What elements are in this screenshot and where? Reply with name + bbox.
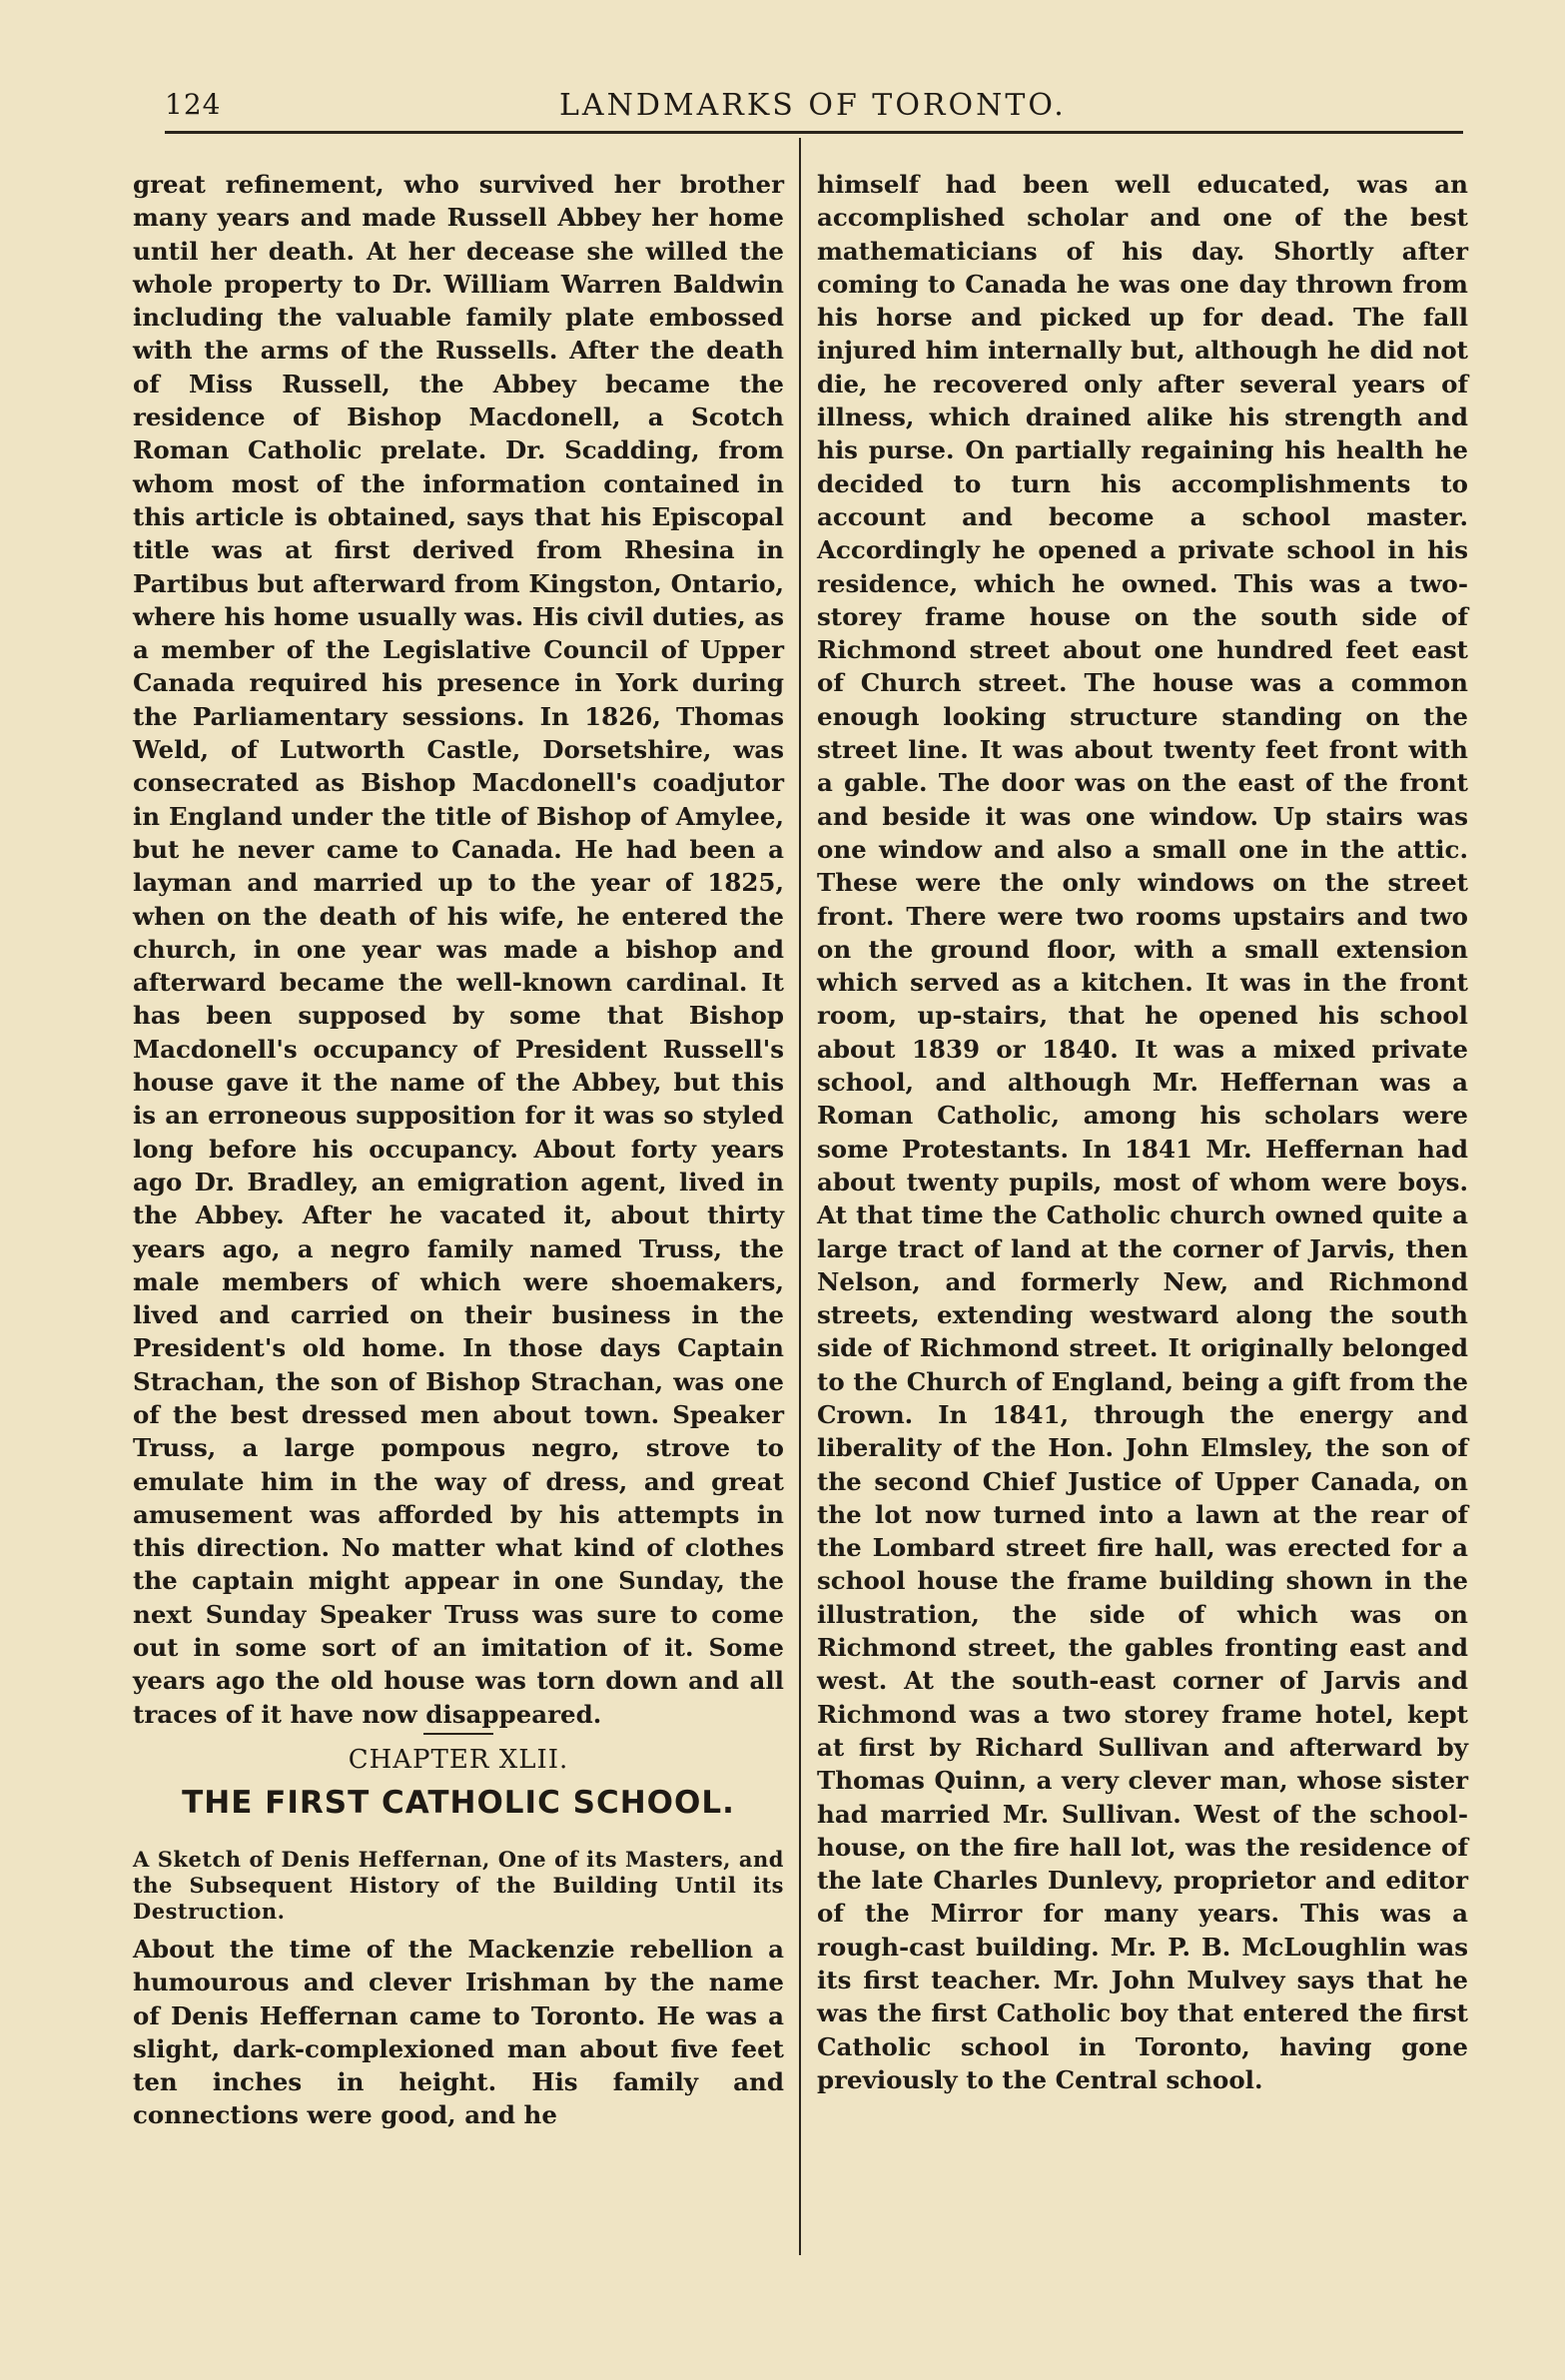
right-paragraph-1: himself had been well educated, was an accomplished scholar and one of the best mathematicians of his day. Shortly after coming to Canada he was one day thrown from his horse and picked up for dead. The fall injured him internally but, although he did not die, he recovered only after several years of illness, which drained alike his strength and his purse. On partially regaining his health he decided to turn his accomplishments to account and become a school master. Accordingly he opened a private school in his residence, which he owned. This was a two-storey frame house on the south side of Richmond street about one hundred feet east of Church street. The house was a common enough looking structure standing on the street line. It was about twenty feet front with a gable. The door was on the east of the front and beside it was one window. Up stairs was one window and also a small one in the attic. These were the only windows on the street front. There were two rooms upstairs and two on the ground floor, with a small extension which served as a kitchen. It was in the front room, up-stairs, that he opened his school about 1839 or 1840. It was a mixed private school, and although Mr. Heffernan was a Roman Catholic, among his scholars were some Protestants. In 1841 Mr. Heffernan had about twenty pupils, most of whom were boys. At that time the Catholic church owned quite a large tract of land at the corner of Jarvis, then Nelson, and formerly New, and Richmond streets, extending westward along the south side of Richmond street. It originally belonged to the Church of England, being a gift from the Crown. In 1841, through the energy and liberality of the Hon. John Elmsley, the son of the second Chief Justice of Upper Canada, on the lot now turned into a lawn at the rear of the Lombard street fire hall, was erected for a school house the frame building shown in the illustration, the side of which was on Richmond street, the gables fronting east and west. At the south-east corner of Jarvis and Richmond was a two storey frame hotel, kept at first by Richard Sullivan and afterward by Thomas Quinn, a very clever man, whose sister had married Mr. Sullivan. West of the school-house, on the fire hall lot, was the residence of the late Charles Dunlevy, proprietor and editor of the Mirror for many years. This was a rough-cast building. Mr. P. B. McLoughlin was its first teacher. Mr. John Mulvey says that he was the first Catholic boy that entered the first Catholic school in Toronto, having gone previously to the Central school.	[817, 170, 1468, 2094]
chapter-title: THE FIRST CATHOLIC SCHOOL.	[182, 1784, 735, 1821]
column-rule	[799, 138, 801, 2255]
chapter-number: CHAPTER XLII.	[348, 1744, 569, 1775]
right-column	[817, 168, 1468, 2096]
running-head	[165, 88, 1463, 128]
left-column	[133, 168, 784, 2132]
left-paragraph-2: About the time of the Mackenzie rebellion a humourous and clever Irishman by the name of Denis Heffernan came to Toronto. He was a slight, dark-complexioned man about five feet ten inches in height. His family and connections were good, and he	[133, 1934, 784, 2130]
section-rule	[423, 1733, 493, 1735]
chapter-subheading: A Sketch of Denis Heffernan, One of its Masters, and the Subsequent History of the Building Until its Destruction.	[133, 1846, 784, 1924]
running-title: LANDMARKS OF TORONTO.	[559, 88, 1067, 123]
header-rule	[165, 131, 1463, 134]
left-paragraph-1: great refinement, who survived her brother many years and made Russell Abbey her home until her death. At her decease she willed the whole property to Dr. William Warren Baldwin including the valuable family plate embossed with the arms of the Russells. After the death of Miss Russell, the Abbey became the residence of Bishop Macdonell, a Scotch Roman Catholic prelate. Dr. Scadding, from whom most of the information contained in this article is obtained, says that his Episcopal title was at first derived from Rhesina in Partibus but afterward from Kingston, Ontario, where his home usually was. His civil duties, as a member of the Legislative Council of Upper Canada required his presence in York during the Parliamentary sessions. In 1826, Thomas Weld, of Lutworth Castle, Dorsetshire, was consecrated as Bishop Macdonell's coadjutor in England under the title of Bishop of Amylee, but he never came to Canada. He had been a layman and married up to the year of 1825, when on the death of his wife, he entered the church, in one year was made a bishop and afterward became the well-known cardinal. It has been supposed by some that Bishop Macdonell's occupancy of President Russell's house gave it the name of the Abbey, but this is an erroneous supposition for it was so styled long before his occupancy. About forty years ago Dr. Bradley, an emigration agent, lived in the Abbey. After he vacated it, about thirty years ago, a negro family named Truss, the male members of which were shoemakers, lived and carried on their business in the President's old home. In those days Captain Strachan, the son of Bishop Strachan, was one of the best dressed men about town. Speaker Truss, a large pompous negro, strove to emulate him in the way of dress, and great amusement was afforded by his attempts in this direction. No matter what kind of clothes the captain might appear in one Sunday, the next Sunday Speaker Truss was sure to come out in some sort of an imitation of it. Some years ago the old house was torn down and all traces of it have now disappeared.	[133, 170, 784, 1729]
page-number: 124	[165, 88, 222, 121]
